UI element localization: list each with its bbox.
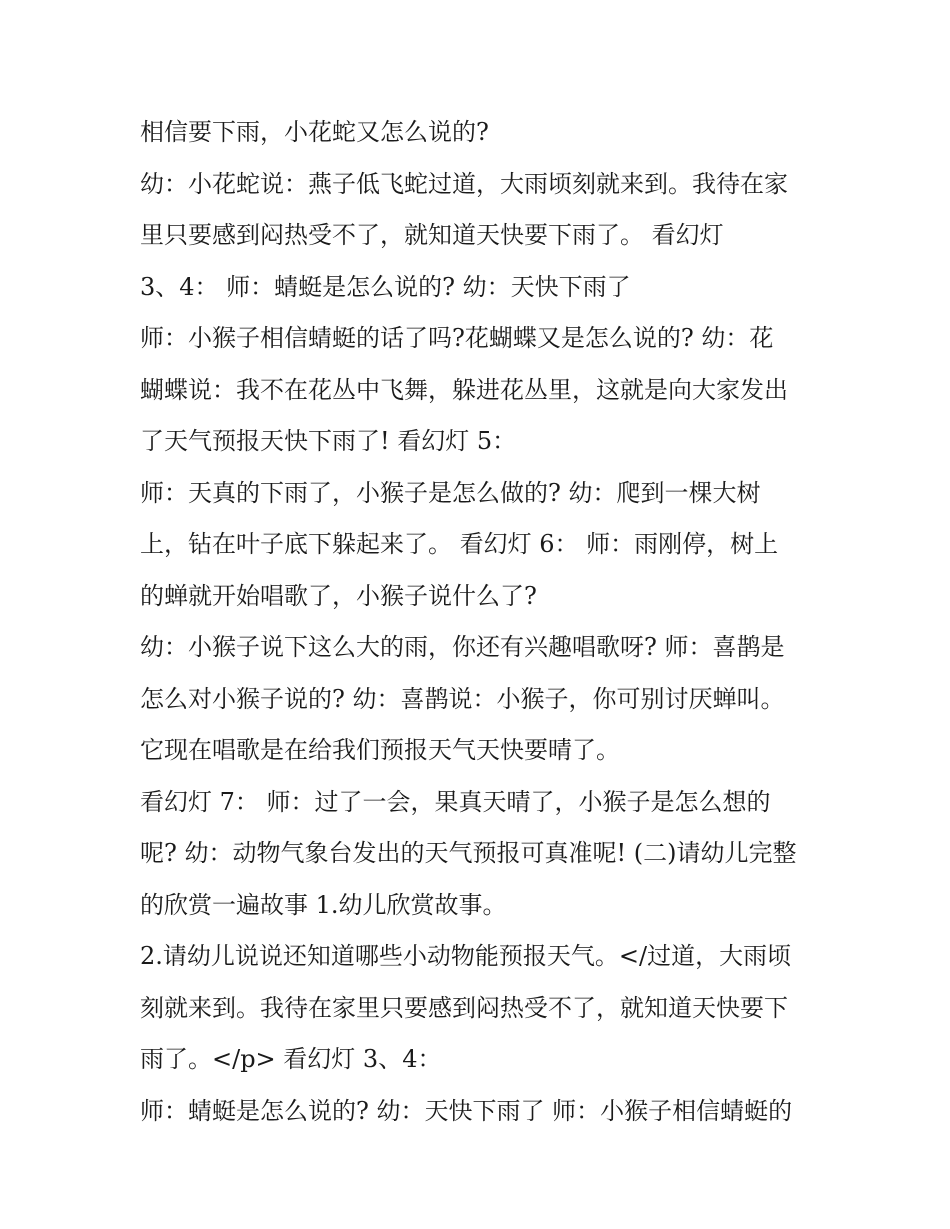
body-text [140,107,840,1137]
text-line-4: 3、4： 师：蜻蜓是怎么说的? 幼：天快下雨了 [140,272,631,301]
text-line-14: 看幻灯 7： 师：过了一会，果真天晴了，小猴子是怎么想的 [140,787,771,816]
text-line-6: 蝴蝶说：我不在花丛中飞舞，躲进花丛里，这就是向大家发出 [140,375,788,404]
text-line-9: 上，钻在叶子底下躲起来了。 看幻灯 6： 师：雨刚停，树上 [140,530,779,558]
text-line-18: 刻就来到。我待在家里只要感到闷热受不了，就知道天快要下 [140,993,788,1022]
text-line-3: 里只要感到闷热受不了，就知道天快要下雨了。 看幻灯 [140,221,724,249]
text-line-12: 怎么对小猴子说的? 幼：喜鹊说：小猴子，你可别讨厌蝉叫。 [140,684,785,713]
text-line-15: 呢? 幼：动物气象台发出的天气预报可真准呢! (二)请幼儿完整 [140,839,797,867]
text-line-17: 2.请幼儿说说还知道哪些小动物能预报天气。</过道，大雨顷 [140,942,792,970]
text-line-16: 的欣赏一遍故事 1.幼儿欣赏故事。 [140,890,507,919]
text-line-7: 了天气预报天快下雨了! 看幻灯 5： [140,427,517,455]
text-line-2: 幼：小花蛇说：燕子低飞蛇过道，大雨顷刻就来到。我待在家 [140,169,788,198]
text-line-8: 师：天真的下雨了，小猴子是怎么做的? 幼：爬到一棵大树 [140,478,761,507]
text-line-20: 师：蜻蜓是怎么说的? 幼：天快下雨了 师：小猴子相信蜻蜓的 [140,1096,793,1125]
text-line-5: 师：小猴子相信蜻蜓的话了吗?花蝴蝶又是怎么说的? 幼：花 [140,324,774,352]
text-line-13: 它现在唱歌是在给我们预报天气天快要晴了。 [140,736,620,764]
text-line-19: 雨了。</p> 看幻灯 3、4： [140,1045,442,1073]
text-line-10: 的蝉就开始唱歌了，小猴子说什么了? [140,581,537,610]
text-line-11: 幼：小猴子说下这么大的雨，你还有兴趣唱歌呀? 师：喜鹊是 [140,633,785,661]
text-line-1: 相信要下雨，小花蛇又怎么说的? [140,118,489,146]
